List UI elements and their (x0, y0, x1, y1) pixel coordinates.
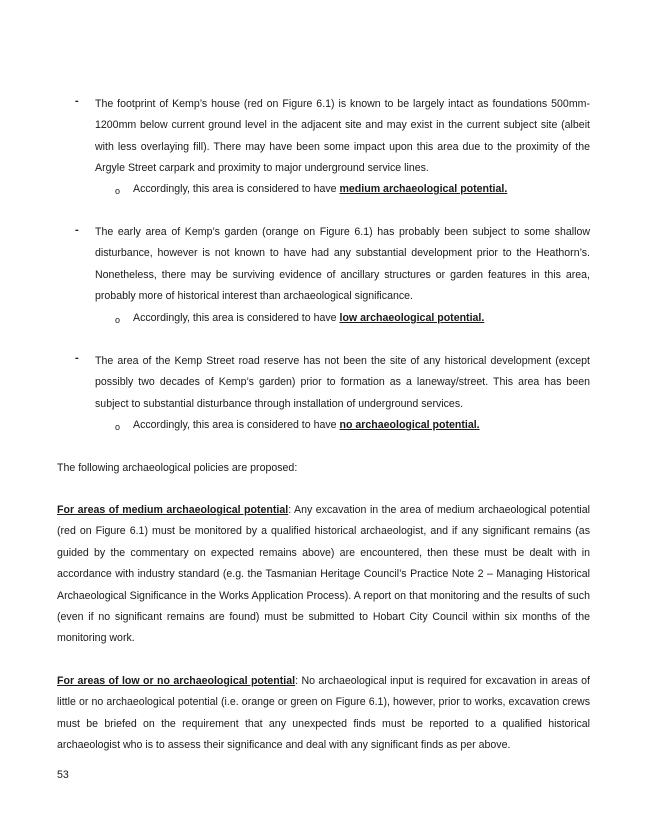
bullet-paragraph-kemp-street: The area of the Kemp Street road reserve has not been the site of any historical development (except possibly two decades of Kemp’s garden) prior to formation as a laneway/street. This area has been subject to substantial disturbance through installation of underground services. (95, 355, 590, 410)
policies-intro: The following archaeological policies are proposed: (57, 462, 298, 474)
sub-bullet-marker: o (115, 186, 121, 196)
bullet-marker: - (75, 352, 79, 364)
potential-rating-none: no archaeological potential. (339, 419, 480, 431)
page-number: 53 (57, 769, 69, 781)
sub-bullet-text: Accordingly, this area is considered to have (133, 312, 340, 324)
sub-bullet-marker: o (115, 315, 121, 325)
bullet-marker: - (75, 95, 79, 107)
bullet-paragraph-kemps-garden: The early area of Kemp’s garden (orange on Figure 6.1) has probably been subject to some shallow disturbance, however is not known to have had any substantial development prior to the Heathorn’s. Nonetheless, there may be surviving evidence of ancillary structures or garden features in this area, probably more of historical interest than archaeological significance. (95, 226, 590, 303)
sub-bullet-text: Accordingly, this area is considered to have (133, 183, 340, 195)
policy-low-no-potential (57, 671, 590, 757)
bullet-marker: - (75, 224, 79, 236)
sub-bullet-no-potential (133, 415, 480, 436)
sub-bullet-text: Accordingly, this area is considered to have (133, 419, 340, 431)
policy-medium-potential (57, 500, 590, 650)
sub-bullet-marker: o (115, 422, 121, 432)
potential-rating-medium: medium archaeological potential. (339, 183, 508, 195)
bullet-paragraph-kemps-house: The footprint of Kemp’s house (red on Figure 6.1) is known to be largely intact as foundations 500mm-1200mm below current ground level in the adjacent site and may exist in the current subject site (albeit with less overlaying fill). There may have been some impact upon this area due to the proximity of the Argyle Street carpark and proximity to major underground service lines. (95, 98, 590, 175)
potential-rating-low: low archaeological potential. (339, 312, 485, 324)
policy-text-low-no: : No archaeological input is required for excavation in areas of little or no archaeological potential (i.e. orange or green on Figure 6.1), however, prior to works, excavation crews must be briefed on the requirement that any unexpected finds must be reported to a qualified historical archaeologist who is to assess their significance and deal with any significant finds as per above. (57, 675, 590, 752)
policy-heading-low-no: For areas of low or no archaeological potential (57, 675, 296, 687)
sub-bullet-low-potential (133, 308, 484, 329)
sub-bullet-medium-potential (133, 179, 507, 200)
policy-heading-medium: For areas of medium archaeological potential (57, 504, 289, 516)
policy-text-medium: : Any excavation in the area of medium archaeological potential (red on Figure 6.1) must be monitored by a qualified historical archaeologist, and if any significant remains (as guided by the commentary on expected remains above) are encountered, then these must be dealt with in accordance with industry standard (e.g. the Tasmanian Heritage Council’s Practice Note 2 – Managing Historical Archaeological Significance in the Works Application Process). A report on that monitoring and the results of such (even if no significant remains are found) must be submitted to Hobart City Council within six months of the monitoring work. (57, 504, 590, 645)
